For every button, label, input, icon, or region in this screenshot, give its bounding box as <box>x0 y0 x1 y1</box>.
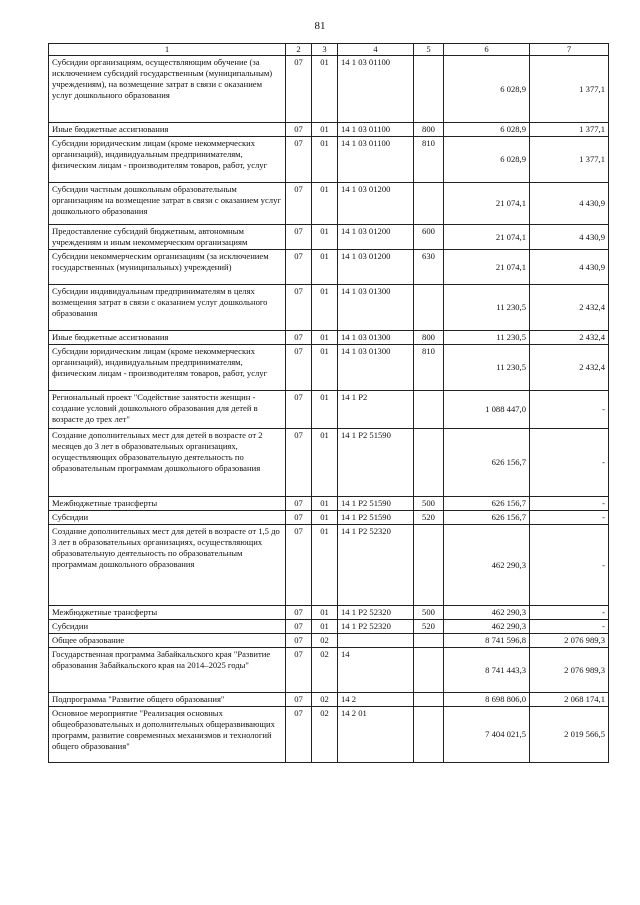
amount-cell: 4 430,9 <box>530 250 609 285</box>
section-code-cell: 07 <box>286 250 312 285</box>
section-code-cell: 07 <box>286 620 312 634</box>
target-article-cell: 14 1 03 01300 <box>338 285 414 331</box>
amount-cell: 21 074,1 <box>444 183 530 225</box>
amount-cell: 4 430,9 <box>530 183 609 225</box>
table-row <box>49 345 609 391</box>
header-cell: 6 <box>444 44 530 56</box>
subsection-code-cell: 01 <box>312 225 338 250</box>
expense-type-cell <box>414 525 444 606</box>
row-name-cell: Создание дополнительных мест для детей в возрасте от 1,5 до 3 лет в образовательных организациях, осуществляющих образовательную деятельность по образовательным программам дошкольного образования <box>49 525 286 606</box>
row-name-cell: Межбюджетные трансферты <box>49 497 286 511</box>
expense-type-cell <box>414 56 444 123</box>
amount-cell: 2 076 989,3 <box>530 634 609 648</box>
header-cell: 7 <box>530 44 609 56</box>
amount-cell: 4 430,9 <box>530 225 609 250</box>
row-name-cell: Субсидии юридическим лицам (кроме некоммерческих организаций), индивидуальным предпринимателям, физическим лицам - производителям товаров, работ, услуг <box>49 345 286 391</box>
expense-type-cell <box>414 648 444 693</box>
amount-cell: 11 230,5 <box>444 345 530 391</box>
table-row <box>49 511 609 525</box>
section-code-cell: 07 <box>286 648 312 693</box>
row-name-cell: Межбюджетные трансферты <box>49 606 286 620</box>
amount-cell: 8 741 443,3 <box>444 648 530 693</box>
target-article-cell: 14 1 03 01300 <box>338 345 414 391</box>
section-code-cell: 07 <box>286 331 312 345</box>
expense-type-cell: 800 <box>414 123 444 137</box>
amount-cell: 11 230,5 <box>444 285 530 331</box>
subsection-code-cell: 02 <box>312 634 338 648</box>
section-code-cell: 07 <box>286 511 312 525</box>
header-cell: 3 <box>312 44 338 56</box>
table-row <box>49 429 609 497</box>
subsection-code-cell: 02 <box>312 648 338 693</box>
row-name-cell: Предоставление субсидий бюджетным, автономным учреждениям и иным некоммерческим организациям <box>49 225 286 250</box>
target-article-cell: 14 <box>338 648 414 693</box>
subsection-code-cell: 01 <box>312 511 338 525</box>
table-row <box>49 137 609 183</box>
subsection-code-cell: 01 <box>312 620 338 634</box>
target-article-cell: 14 1 03 01100 <box>338 123 414 137</box>
section-code-cell: 07 <box>286 606 312 620</box>
amount-cell: - <box>530 391 609 429</box>
target-article-cell: 14 1 03 01100 <box>338 56 414 123</box>
amount-cell: 6 028,9 <box>444 123 530 137</box>
section-code-cell: 07 <box>286 634 312 648</box>
table-row <box>49 634 609 648</box>
target-article-cell: 14 1 P2 52320 <box>338 525 414 606</box>
header-cell: 1 <box>49 44 286 56</box>
expense-type-cell <box>414 707 444 763</box>
row-name-cell: Субсидии некоммерческим организациям (за исключением государственных (муниципальных) учреждений) <box>49 250 286 285</box>
amount-cell: - <box>530 620 609 634</box>
subsection-code-cell: 01 <box>312 606 338 620</box>
expense-type-cell: 810 <box>414 137 444 183</box>
budget-table <box>48 43 609 763</box>
table-row <box>49 225 609 250</box>
amount-cell: 8 741 596,8 <box>444 634 530 648</box>
row-name-cell: Общее образование <box>49 634 286 648</box>
table-row <box>49 123 609 137</box>
amount-cell: - <box>530 497 609 511</box>
target-article-cell: 14 1 03 01300 <box>338 331 414 345</box>
target-article-cell: 14 2 <box>338 693 414 707</box>
row-name-cell: Субсидии <box>49 511 286 525</box>
target-article-cell: 14 2 01 <box>338 707 414 763</box>
subsection-code-cell: 01 <box>312 183 338 225</box>
amount-cell: 21 074,1 <box>444 225 530 250</box>
expense-type-cell: 500 <box>414 497 444 511</box>
subsection-code-cell: 02 <box>312 707 338 763</box>
target-article-cell: 14 1 P2 51590 <box>338 429 414 497</box>
target-article-cell: 14 1 P2 52320 <box>338 606 414 620</box>
amount-cell: 1 377,1 <box>530 123 609 137</box>
table-row <box>49 693 609 707</box>
table-header-row <box>49 44 609 56</box>
amount-cell: - <box>530 525 609 606</box>
subsection-code-cell: 01 <box>312 525 338 606</box>
target-article-cell: 14 1 03 01200 <box>338 183 414 225</box>
expense-type-cell: 600 <box>414 225 444 250</box>
section-code-cell: 07 <box>286 56 312 123</box>
section-code-cell: 07 <box>286 285 312 331</box>
subsection-code-cell: 01 <box>312 429 338 497</box>
amount-cell: 2 076 989,3 <box>530 648 609 693</box>
section-code-cell: 07 <box>286 183 312 225</box>
table-row <box>49 648 609 693</box>
row-name-cell: Субсидии индивидуальным предпринимателям в целях возмещения затрат в связи с оказанием услуг дошкольного образования <box>49 285 286 331</box>
amount-cell: 6 028,9 <box>444 56 530 123</box>
subsection-code-cell: 01 <box>312 391 338 429</box>
expense-type-cell <box>414 693 444 707</box>
amount-cell: 2 068 174,1 <box>530 693 609 707</box>
amount-cell: 626 156,7 <box>444 429 530 497</box>
amount-cell: 2 019 566,5 <box>530 707 609 763</box>
target-article-cell: 14 1 P2 <box>338 391 414 429</box>
amount-cell: - <box>530 429 609 497</box>
target-article-cell <box>338 634 414 648</box>
table-row <box>49 391 609 429</box>
amount-cell: 1 088 447,0 <box>444 391 530 429</box>
row-name-cell: Подпрограмма "Развитие общего образования" <box>49 693 286 707</box>
header-cell: 5 <box>414 44 444 56</box>
amount-cell: 2 432,4 <box>530 345 609 391</box>
row-name-cell: Субсидии частным дошкольным образовательным организациям на возмещение затрат в связи с оказанием услуг дошкольного образования <box>49 183 286 225</box>
section-code-cell: 07 <box>286 123 312 137</box>
row-name-cell: Государственная программа Забайкальского края "Развитие образования Забайкальского края на 2014–2025 годы" <box>49 648 286 693</box>
expense-type-cell <box>414 634 444 648</box>
row-name-cell: Создание дополнительных мест для детей в возрасте от 2 месяцев до 3 лет в образовательных организациях, осуществляющих образовательную деятельность по образовательным программам дошкольного образования <box>49 429 286 497</box>
section-code-cell: 07 <box>286 429 312 497</box>
section-code-cell: 07 <box>286 137 312 183</box>
amount-cell: 21 074,1 <box>444 250 530 285</box>
subsection-code-cell: 01 <box>312 56 338 123</box>
expense-type-cell: 520 <box>414 511 444 525</box>
expense-type-cell <box>414 429 444 497</box>
row-name-cell: Основное мероприятие "Реализация основных общеобразовательных и дополнительных общеразвивающих программ, развитие современных механизмов и технологий общего образования" <box>49 707 286 763</box>
table-row <box>49 497 609 511</box>
amount-cell: - <box>530 606 609 620</box>
section-code-cell: 07 <box>286 391 312 429</box>
subsection-code-cell: 01 <box>312 345 338 391</box>
expense-type-cell <box>414 391 444 429</box>
target-article-cell: 14 1 03 01200 <box>338 225 414 250</box>
header-cell: 4 <box>338 44 414 56</box>
amount-cell: 6 028,9 <box>444 137 530 183</box>
table-row <box>49 250 609 285</box>
table-row <box>49 183 609 225</box>
section-code-cell: 07 <box>286 707 312 763</box>
section-code-cell: 07 <box>286 525 312 606</box>
table-row <box>49 331 609 345</box>
target-article-cell: 14 1 P2 51590 <box>338 497 414 511</box>
row-name-cell: Иные бюджетные ассигнования <box>49 123 286 137</box>
amount-cell: 11 230,5 <box>444 331 530 345</box>
subsection-code-cell: 01 <box>312 285 338 331</box>
amount-cell: 8 698 806,0 <box>444 693 530 707</box>
table-row <box>49 606 609 620</box>
expense-type-cell: 630 <box>414 250 444 285</box>
table-row <box>49 285 609 331</box>
expense-type-cell: 520 <box>414 620 444 634</box>
target-article-cell: 14 1 03 01100 <box>338 137 414 183</box>
table-row <box>49 620 609 634</box>
amount-cell: 462 290,3 <box>444 525 530 606</box>
subsection-code-cell: 02 <box>312 693 338 707</box>
row-name-cell: Региональный проект "Содействие занятости женщин - создание условий дошкольного образования для детей в возрасте до трех лет" <box>49 391 286 429</box>
amount-cell: 1 377,1 <box>530 56 609 123</box>
amount-cell: 1 377,1 <box>530 137 609 183</box>
section-code-cell: 07 <box>286 225 312 250</box>
row-name-cell: Субсидии <box>49 620 286 634</box>
amount-cell: 7 404 021,5 <box>444 707 530 763</box>
expense-type-cell: 800 <box>414 331 444 345</box>
subsection-code-cell: 01 <box>312 123 338 137</box>
row-name-cell: Субсидии юридическим лицам (кроме некоммерческих организаций), индивидуальным предпринимателям, физическим лицам - производителям товаров, работ, услуг <box>49 137 286 183</box>
row-name-cell: Иные бюджетные ассигнования <box>49 331 286 345</box>
row-name-cell: Субсидии организациям, осуществляющим обучение (за исключением субсидий государственным (муниципальным) учреждениям), на возмещение затрат в связи с оказанием услуг дошкольного образования <box>49 56 286 123</box>
target-article-cell: 14 1 P2 52320 <box>338 620 414 634</box>
subsection-code-cell: 01 <box>312 250 338 285</box>
amount-cell: 626 156,7 <box>444 497 530 511</box>
amount-cell: 2 432,4 <box>530 331 609 345</box>
subsection-code-cell: 01 <box>312 497 338 511</box>
target-article-cell: 14 1 P2 51590 <box>338 511 414 525</box>
subsection-code-cell: 01 <box>312 331 338 345</box>
amount-cell: - <box>530 511 609 525</box>
expense-type-cell <box>414 285 444 331</box>
header-cell: 2 <box>286 44 312 56</box>
table-row <box>49 525 609 606</box>
table-row <box>49 707 609 763</box>
amount-cell: 462 290,3 <box>444 606 530 620</box>
amount-cell: 626 156,7 <box>444 511 530 525</box>
page-number: 81 <box>314 20 326 32</box>
expense-type-cell <box>414 183 444 225</box>
amount-cell: 2 432,4 <box>530 285 609 331</box>
subsection-code-cell: 01 <box>312 137 338 183</box>
section-code-cell: 07 <box>286 345 312 391</box>
amount-cell: 462 290,3 <box>444 620 530 634</box>
expense-type-cell: 810 <box>414 345 444 391</box>
section-code-cell: 07 <box>286 497 312 511</box>
expense-type-cell: 500 <box>414 606 444 620</box>
target-article-cell: 14 1 03 01200 <box>338 250 414 285</box>
table-row <box>49 56 609 123</box>
section-code-cell: 07 <box>286 693 312 707</box>
